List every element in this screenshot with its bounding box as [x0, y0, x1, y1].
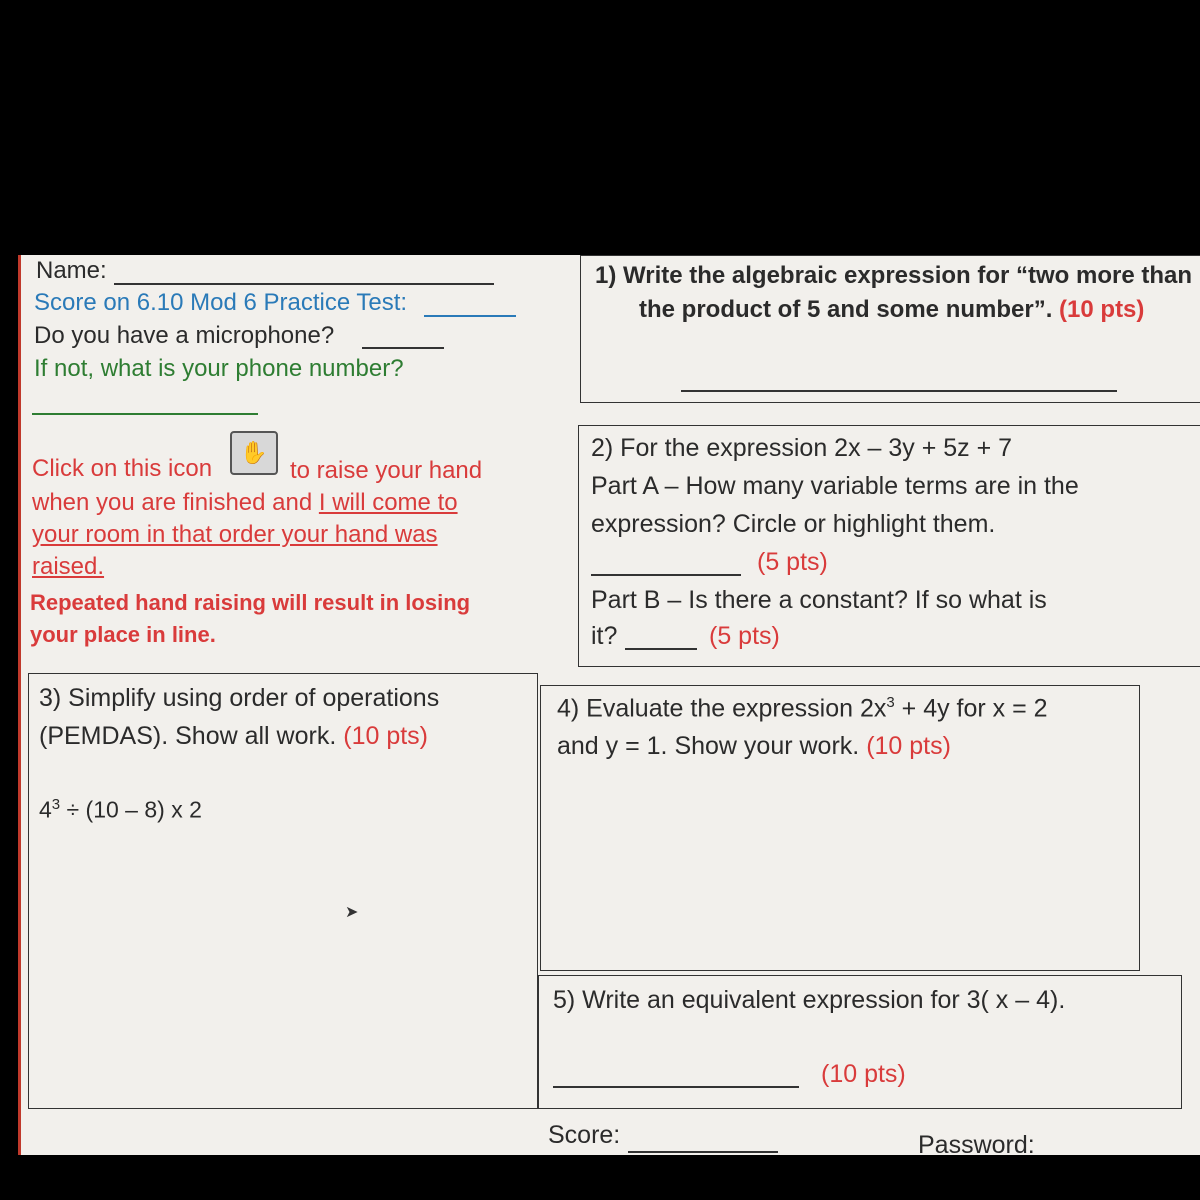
q2-line4: Part B – Is there a constant? If so what is	[591, 586, 1047, 614]
q4-line1	[557, 694, 1048, 723]
hand-note-line1b: to raise your hand	[290, 457, 483, 484]
phone-question: If not, what is your phone number?	[34, 355, 404, 382]
q1-line2-text: the product of 5 and some number”.	[639, 296, 1053, 323]
q3-base: 4	[39, 796, 52, 823]
score-label: Score on 6.10 Mod 6 Practice Test:	[34, 289, 408, 316]
q3-line1: 3) Simplify using order of operations	[39, 684, 440, 712]
footer-score-label: Score:	[548, 1121, 621, 1149]
q2-points-b: (5 pts)	[709, 622, 780, 650]
q2-line1: 2) For the expression 2x – 3y + 5z + 7	[591, 434, 1013, 462]
score-field[interactable]	[424, 315, 516, 317]
q2-line2: Part A – How many variable terms are in the	[591, 472, 1079, 500]
hand-note-line2-text: when you are finished and	[32, 489, 319, 516]
question-3-box	[28, 673, 538, 1109]
footer-score-field[interactable]	[628, 1151, 778, 1153]
question-2-box	[578, 425, 1200, 667]
q2-part-a-answer[interactable]	[591, 574, 741, 576]
margin-line	[18, 255, 21, 1155]
q1-line2	[639, 296, 1144, 324]
raise-hand-icon[interactable]: ✋	[230, 431, 278, 475]
question-4-box	[540, 685, 1140, 971]
q2-part-b-answer[interactable]	[625, 648, 697, 650]
hand-note-line3: your room in that order your hand was	[32, 521, 438, 548]
name-field[interactable]	[114, 283, 494, 285]
q4-line2	[557, 732, 951, 761]
footer-password-label: Password:	[918, 1131, 1035, 1155]
question-5-box	[538, 975, 1182, 1109]
q5-answer-line[interactable]	[553, 1086, 799, 1088]
mouse-cursor-icon: ➤	[345, 904, 359, 921]
q3-line2	[39, 722, 428, 751]
q2-points-a: (5 pts)	[757, 548, 828, 576]
q4-line1-a: 4) Evaluate the expression 2x	[557, 694, 887, 723]
hand-note-line4: raised.	[32, 553, 105, 580]
q2-line5: it?	[591, 622, 618, 650]
q1-answer-line[interactable]	[681, 390, 1117, 392]
phone-field[interactable]	[32, 413, 258, 415]
hand-note-line2	[32, 489, 458, 517]
name-label: Name:	[36, 257, 107, 284]
q5-points: (10 pts)	[821, 1060, 906, 1088]
worksheet	[18, 255, 1200, 1155]
microphone-question: Do you have a microphone?	[34, 322, 335, 349]
q3-rest: ÷ (10 – 8) x 2	[60, 796, 202, 823]
hand-note-line1: Click on this icon	[32, 455, 213, 482]
q4-exponent: 3	[886, 694, 895, 711]
q3-points: (10 pts)	[343, 722, 429, 750]
hand-warning-line2: your place in line.	[30, 622, 216, 647]
q4-line2-text: and y = 1. Show your work.	[557, 732, 860, 760]
q5-line1: 5) Write an equivalent expression for 3( x – 4).	[553, 986, 1066, 1014]
q3-exponent: 3	[51, 796, 61, 813]
question-1-box	[580, 255, 1200, 403]
q1-points: (10 pts)	[1059, 296, 1145, 323]
hand-note-line2-underlined: I will come to	[318, 489, 458, 516]
q3-expression	[39, 796, 202, 824]
q4-points: (10 pts)	[866, 732, 951, 760]
q4-line1-b: + 4y for x = 2	[894, 694, 1048, 723]
q3-line2-text: (PEMDAS). Show all work.	[39, 722, 337, 750]
q1-line1: 1) Write the algebraic expression for “two more than	[595, 262, 1193, 289]
hand-warning-line1: Repeated hand raising will result in losing	[30, 590, 471, 615]
q2-line3: expression? Circle or highlight them.	[591, 510, 996, 538]
microphone-field[interactable]	[362, 347, 444, 349]
